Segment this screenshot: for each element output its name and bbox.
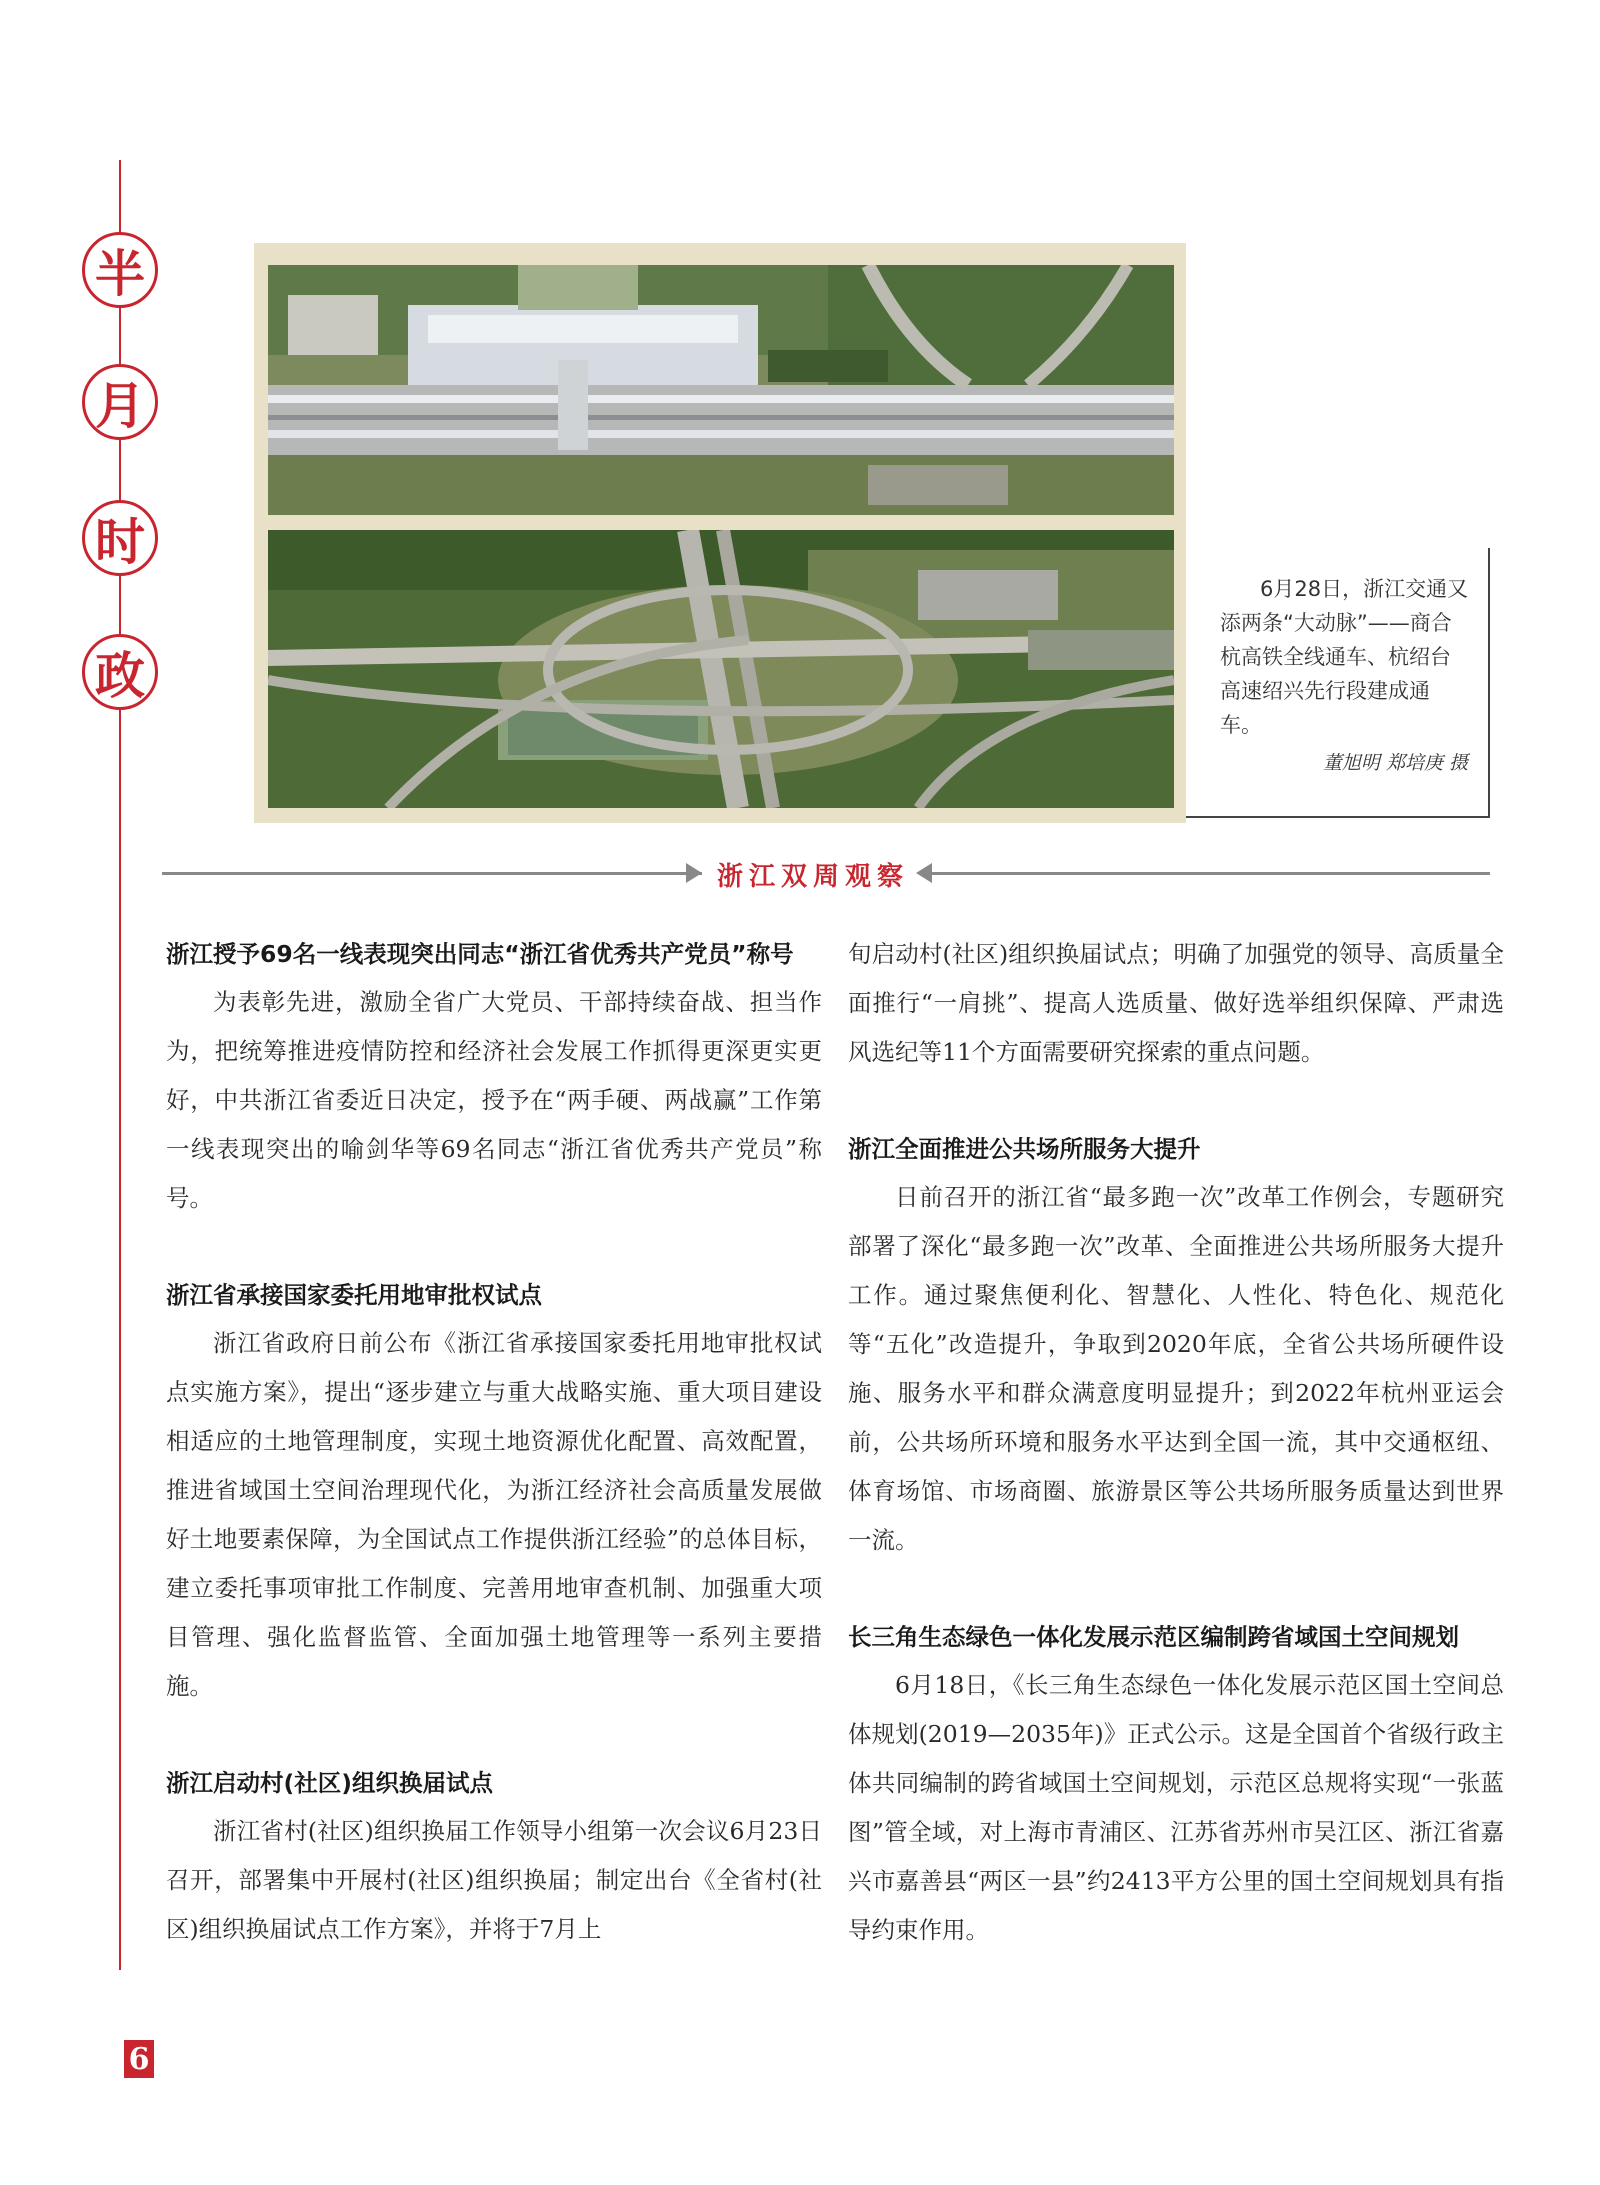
article-body: 为表彰先进，激励全省广大党员、干部持续奋战、担当作为，把统筹推进疫情防控和经济社会发展工作抓得更深更实更好，中共浙江省委近日决定，授予在“两手硬、两战赢”工作第一线表现突出的喻剑华等69名同志“浙江省优秀共产党员”称号。 — [166, 988, 822, 1212]
article-3-continued: 旬启动村(社区)组织换届试点；明确了加强党的领导、高质量全面推行“一肩挑”、提高人选质量、做好选举组织保障、严肃选风选纪等11个方面需要研究探索的重点问题。 — [848, 940, 1504, 1066]
banner-rule-left — [162, 872, 702, 875]
section-title: 浙江双周观察 — [716, 862, 909, 892]
photo-credit: 董旭明 郑培庚 摄 — [1322, 752, 1468, 774]
article-column-right — [848, 930, 1504, 1955]
column-badge-zheng: 政 — [82, 634, 158, 710]
article-3 — [166, 1759, 822, 1954]
article-body: 6月18日，《长三角生态绿色一体化发展示范区国土空间总体规划(2019—2035年)》正式公示。这是全国首个省级行政主体共同编制的跨省域国土空间规划，示范区总规将实现“一张蓝图”管全域，对上海市青浦区、江苏省苏州市吴江区、浙江省嘉兴市嘉善县“两区一县”约2413平方公里的国土空间规划具有指导约束作用。 — [848, 1671, 1504, 1944]
article-body: 浙江省村(社区)组织换届工作领导小组第一次会议6月23日召开，部署集中开展村(社区)组织换届；制定出台《全省村(社区)组织换届试点工作方案》，并将于7月上 — [166, 1817, 822, 1943]
column-badge-yue: 月 — [82, 364, 158, 440]
article-2 — [166, 1271, 822, 1711]
article-5 — [848, 1613, 1504, 1955]
photo-caption: 6月28日，浙江交通又添两条“大动脉”——商合杭高铁全线通车、杭绍台高速绍兴先行段建成通车。 — [1220, 577, 1469, 737]
article-1 — [166, 930, 822, 1223]
page-number: 6 — [124, 2040, 154, 2078]
column-badge-shi: 时 — [82, 500, 158, 576]
article-body: 日前召开的浙江省“最多跑一次”改革工作例会，专题研究部署了深化“最多跑一次”改革、全面推进公共场所服务大提升工作。通过聚焦便利化、智慧化、人性化、特色化、规范化等“五化”改造提升，争取到2020年底，全省公共场所硬件设施、服务水平和群众满意度明显提升；到2022年杭州亚运会前，公共场所环境和服务水平达到全国一流，其中交通枢纽、体育场馆、市场商圈、旅游景区等公共场所服务质量达到世界一流。 — [848, 1183, 1504, 1554]
article-title: 浙江全面推进公共场所服务大提升 — [848, 1135, 1201, 1163]
article-title: 长三角生态绿色一体化发展示范区编制跨省域国土空间规划 — [848, 1623, 1459, 1651]
article-4 — [848, 1125, 1504, 1565]
article-title: 浙江省承接国家委托用地审批权试点 — [166, 1281, 542, 1309]
photo-highway-interchange — [268, 530, 1174, 808]
article-column-left — [166, 930, 822, 1954]
article-title: 浙江授予69名一线表现突出同志“浙江省优秀共产党员”称号 — [166, 940, 794, 968]
photo-railway-station — [268, 265, 1174, 515]
column-badge-ban: 半 — [82, 232, 158, 308]
banner-rule-right — [930, 872, 1490, 875]
article-body: 浙江省政府日前公布《浙江省承接国家委托用地审批权试点实施方案》，提出“逐步建立与重大战略实施、重大项目建设相适应的土地管理制度，实现土地资源优化配置、高效配置，推进省域国土空间治理现代化，为浙江经济社会高质量发展做好土地要素保障，为全国试点工作提供浙江经验”的总体目标，建立委托事项审批工作制度、完善用地审查机制、加强重大项目管理、强化监督监管、全面加强土地管理等一系列主要措施。 — [166, 1329, 822, 1700]
article-title: 浙江启动村(社区)组织换届试点 — [166, 1769, 493, 1797]
